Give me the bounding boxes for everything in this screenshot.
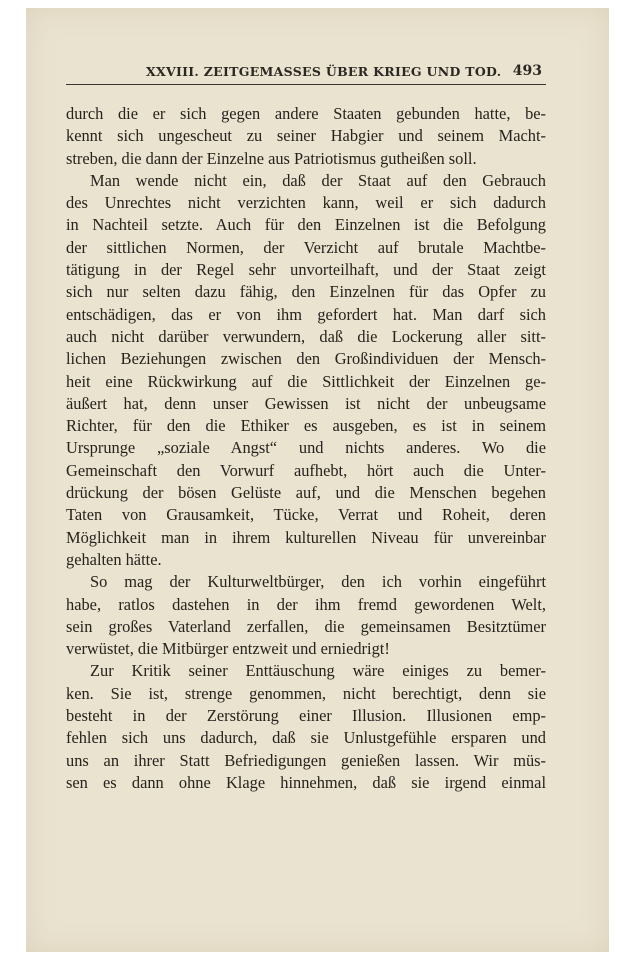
- text-line: Taten von Grausamkeit, Tücke, Verrat und Roheit, deren: [66, 505, 546, 525]
- text-line: habe, ratlos dastehen in der ihm fremd gewordenen Welt,: [66, 594, 546, 614]
- text-line: Möglichkeit man in ihrem kulturellen Niveau für unvereinbar: [66, 527, 546, 547]
- text-line: tätigung in der Regel sehr unvorteilhaft, und der Staat zeigt: [66, 260, 546, 280]
- text-line: Ursprunge „soziale Angst“ und nichts anderes. Wo die: [66, 438, 546, 458]
- paragraph: [66, 660, 546, 794]
- text-line: sen es dann ohne Klage hinnehmen, daß sie irgend einmal: [66, 772, 546, 792]
- text-line: ken. Sie ist, strenge genommen, nicht berechtigt, denn sie: [66, 683, 546, 703]
- text-line: uns an ihrer Statt Befriedigungen genießen lassen. Wir müs-: [66, 750, 546, 770]
- text-line: durch die er sich gegen andere Staaten gebunden hatte, be-: [66, 104, 546, 123]
- text-line: streben, die dann der Einzelne aus Patriotismus gutheißen soll.: [66, 148, 477, 168]
- text-line: verwüstet, die Mitbürger entzweit und erniedrigt!: [66, 639, 390, 659]
- text-line: fehlen sich uns dadurch, daß sie Unlustgefühle ersparen und: [66, 728, 546, 748]
- page-number: 493: [512, 63, 542, 79]
- text-line: besteht in der Zerstörung einer Illusion. Illusionen emp-: [66, 706, 546, 726]
- text-line: Gemeinschaft den Vorwurf aufhebt, hört auch die Unter-: [66, 460, 546, 480]
- text-line: So mag der Kulturweltbürger, den ich vorhin eingeführt: [90, 572, 546, 592]
- text-line: kennt sich ungescheut zu seiner Habgier und seinem Macht-: [66, 126, 546, 146]
- running-header: [66, 62, 546, 85]
- text-line: heit eine Rückwirkung auf die Sittlichkeit der Einzelnen ge-: [66, 371, 546, 391]
- body-text: [66, 103, 546, 794]
- text-line: in Nachteil setzte. Auch für den Einzelnen ist die Befolgung: [66, 215, 546, 235]
- paragraph: [66, 103, 546, 170]
- text-line: lichen Beziehungen zwischen den Großindividuen der Mensch-: [66, 349, 546, 369]
- text-line: äußert hat, denn unser Gewissen ist nicht der unbeugsame: [66, 393, 546, 413]
- book-page: [26, 8, 609, 952]
- text-line: gehalten hätte.: [66, 549, 162, 569]
- text-line: entschädigen, das er von ihm gefordert hat. Man darf sich: [66, 304, 546, 324]
- text-line: drückung der bösen Gelüste auf, und die Menschen begehen: [66, 483, 546, 503]
- text-line: des Unrechtes nicht verzichten kann, weil er sich dadurch: [66, 193, 546, 213]
- text-line: sein großes Vaterland zerfallen, die gemeinsamen Besitztümer: [66, 616, 546, 636]
- paragraph: [66, 170, 546, 571]
- text-line: auch nicht darüber verwundern, daß die Lockerung aller sitt-: [66, 326, 546, 346]
- paragraph: [66, 571, 546, 660]
- text-line: der sittlichen Normen, der Verzicht auf brutale Machtbe-: [66, 237, 546, 257]
- text-line: Richter, für den die Ethiker es ausgeben, es ist in seinem: [66, 416, 546, 436]
- text-line: Zur Kritik seiner Enttäuschung wäre einiges zu bemer-: [90, 661, 546, 681]
- text-line: sich nur selten dazu fähig, den Einzelnen für das Opfer zu: [66, 282, 546, 302]
- chapter-title: XXVIII. ZEITGEMASSES ÜBER KRIEG UND TOD.: [146, 64, 502, 79]
- text-line: Man wende nicht ein, daß der Staat auf den Gebrauch: [90, 170, 546, 190]
